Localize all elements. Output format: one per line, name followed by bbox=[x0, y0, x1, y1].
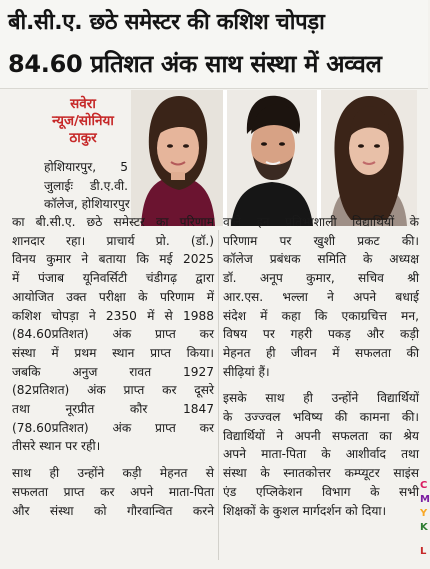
article-line: अपने माता-पिता के आशीर्वाद तथा bbox=[223, 447, 419, 462]
article-line: कशिश चोपड़ा ने 2350 में से 1988 bbox=[12, 308, 214, 323]
article-column-left bbox=[12, 213, 214, 520]
column-divider bbox=[218, 230, 219, 560]
article-column-right bbox=[223, 213, 419, 520]
article-line: और संस्था को गौरवान्वित करने bbox=[12, 503, 214, 518]
article-line: संस्था के स्नातकोत्तर कम्प्यूटर साइंस bbox=[223, 466, 419, 481]
article-line: कॉलेज, होशियारपुर bbox=[44, 197, 130, 212]
adjacent-ad-edge: C M Y K L bbox=[420, 480, 430, 557]
article-line: सीढ़ियां हैं। bbox=[223, 364, 270, 379]
article-line: तथा नूरप्रीत कौर 1847 bbox=[12, 402, 214, 417]
student-photo-2 bbox=[227, 90, 317, 226]
article-line: के उज्ज्वल भविष्य की कामना की। bbox=[223, 410, 419, 425]
article-line: (78.60प्रतिशत) अंक प्राप्त कर bbox=[12, 420, 214, 435]
article-line: साथ ही उन्होंने कड़ी मेहनत से bbox=[12, 466, 214, 481]
article-line: जुलाईः डी.ए.वी. bbox=[44, 178, 128, 193]
article-line: शानदार रहा। प्राचार्य प्रो. (डॉ.) bbox=[12, 233, 214, 248]
article-line: परिणाम पर खुशी प्रकट की। bbox=[223, 233, 419, 248]
student-photos bbox=[131, 90, 417, 226]
article-line: संदेश में कहा कि एकाग्रचित्त मन, bbox=[223, 308, 419, 323]
article-intro bbox=[44, 158, 128, 214]
article-line: आयोजित उक्त परीक्षा के परिणाम में bbox=[12, 289, 214, 304]
byline bbox=[40, 96, 126, 147]
byline-agency: न्यूज/सोनिया bbox=[52, 113, 114, 129]
student-photo-3 bbox=[321, 90, 417, 226]
headline-banner bbox=[0, 0, 428, 89]
article-line: मेहनत ही जीवन में सफलता की bbox=[223, 345, 419, 360]
article-line: इसके साथ ही उन्होंने विद्यार्थियों bbox=[223, 391, 419, 406]
article-line: जबकि अनुज रावत 1927 bbox=[12, 364, 214, 379]
article-line: विषय पर गहरी पकड़ और कड़ी bbox=[223, 327, 419, 342]
article-line: (84.60प्रतिशत) अंक प्राप्त कर bbox=[12, 327, 214, 342]
article-line: आर.एस. भल्ला ने अपने बधाई bbox=[223, 289, 419, 304]
headline-line-1: बी.सी.ए. छठे समेस्टर की कशिश चोपड़ा bbox=[8, 10, 325, 35]
article-line: डॉ. अनूप कुमार, सचिव श्री bbox=[223, 271, 419, 286]
article-line: सफलता प्राप्त कर अपने माता-पिता bbox=[12, 484, 214, 499]
byline-source: सवेरा bbox=[70, 96, 96, 112]
article-line: कॉलेज प्रबंधक समिति के अध्यक्ष bbox=[223, 252, 419, 267]
article-line: शिक्षकों के कुशल मार्गदर्शन को दिया। bbox=[223, 503, 387, 518]
article-line: तीसरे स्थान पर रही। bbox=[12, 439, 101, 454]
headline-line-2: 84.60 प्रतिशत अंक साथ संस्था में अव्वल bbox=[8, 50, 382, 78]
article-line: एंड एप्लिकेशन विभाग के सभी bbox=[223, 484, 419, 499]
article-line: का बी.सी.ए. छठे समेस्टर का परिणाम bbox=[12, 215, 214, 229]
article-line: वाले इन प्रतिभाशाली विद्यार्थियों के bbox=[223, 215, 419, 229]
article-line: होशियारपुर, 5 bbox=[44, 160, 128, 174]
article-line: संस्था में प्रथम स्थान प्राप्त किया। bbox=[12, 345, 214, 360]
byline-author: ठाकुर bbox=[69, 130, 97, 146]
article-line: में पंजाब यूनिवर्सिटी चंडीगढ़ द्वारा bbox=[12, 271, 214, 286]
article-line: विद्यार्थियों ने अपनी सफलता का श्रेय bbox=[223, 428, 419, 443]
student-photo-1 bbox=[131, 90, 223, 226]
article-line: विनय कुमार ने बताया कि मई 2025 bbox=[12, 252, 214, 267]
article-line: (82प्रतिशत) अंक प्राप्त कर दूसरे bbox=[12, 383, 214, 398]
